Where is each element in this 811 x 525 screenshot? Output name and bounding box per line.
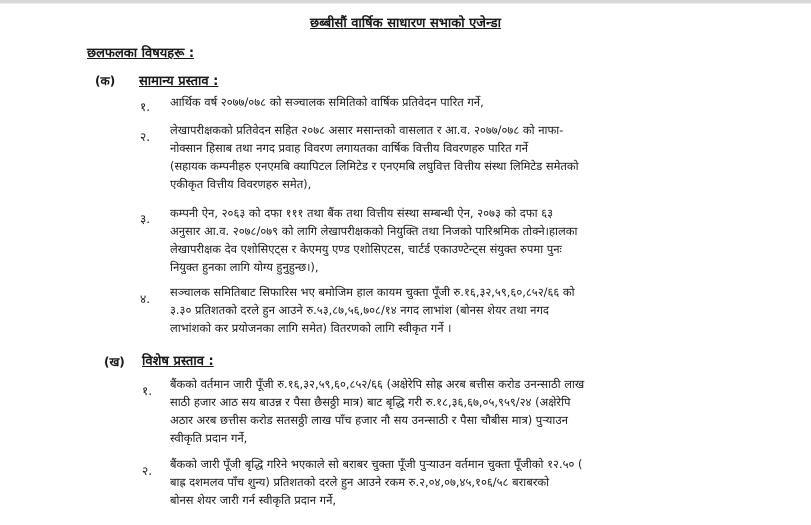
item-a3-line-4: नियुक्त हुनका लागि योग्य हुनुहुन्छ।), (170, 260, 319, 274)
item-a4-number: ४. (140, 292, 151, 306)
item-b1-line-2: साठी हजार आठ सय बाउन्न र पैसा छैसठ्ठी मात्र) बाट बृद्धि गरी रु.१८,३६,६७,०५,९५९/२४ (अक्षेरेपि (170, 395, 571, 409)
item-b2-line-1: बैंकको जारी पूँजी बृद्धि गरिने भएकाले सो बराबर चुक्ता पूँजी पुऱ्याउन वर्तमान चुक्ता पूँजीको १२.५० ( (170, 457, 583, 471)
item-a3-line-1: कम्पनी ऐन, २०६३ को दफा १११ तथा बैंक तथा वित्तीय संस्था सम्बन्धी ऐन, २०७३ को दफा ६३ (170, 206, 554, 220)
top-border-shadow (0, 3, 811, 4)
item-b2-number: २. (142, 464, 153, 478)
item-b1-line-4: स्वीकृति प्रदान गर्ने, (170, 431, 248, 445)
document-title: छब्बीसौं वार्षिक साधारण सभाको एजेन्डा (310, 16, 501, 31)
item-a2-line-4: एकीकृत वित्तीय विवरणहरु समेत), (170, 177, 312, 191)
item-a3-number: ३. (140, 212, 151, 226)
item-a3-line-2: अनुसार आ.व. २०७८/०७९ को लागि लेखापरीक्षकको नियुक्ति तथा निजको पारिश्रमिक तोक्ने।हालका (170, 224, 578, 238)
section-a-title: सामान्य प्रस्ताव : (139, 74, 219, 89)
section-a-label: (क) (95, 74, 116, 88)
item-a3-line-3: लेखापरीक्षक देव एशोसिएट्स र केएमयु एण्ड एशोसिएटस, चार्टर्ड एकाउण्टेन्ट्स संयुक्त रुपमा पुनः (170, 242, 562, 256)
item-b2-line-3: बोनस शेयर जारी गर्न स्वीकृति प्रदान गर्ने, (170, 493, 337, 507)
item-a1-number: १. (140, 100, 151, 114)
section-b-title: विशेष प्रस्ताव : (142, 354, 214, 369)
item-a4-line-1: सञ्चालक समितिबाट सिफारिस भए बमोजिम हाल कायम चुक्ता पूँजी रु.१६,३२,५९,६०,८५२/६६ को (170, 285, 575, 299)
item-a1-line-1: आर्थिक वर्ष २०७७/०७८ को सञ्चालक समितिको वार्षिक प्रतिवेदन पारित गर्ने, (170, 95, 484, 109)
discussion-heading: छलफलका विषयहरू : (87, 46, 195, 61)
item-a2-line-3: (सहायक कम्पनीहरु एनएमबि क्यापिटल लिमिटेड र एनएमबि लघुवित्त वित्तीय संस्था लिमिटेड समेतको (170, 159, 579, 173)
item-a2-line-1: लेखापरीक्षकको प्रतिवेदन सहित २०७८ असार मसान्तको वासलात र आ.व. २०७७/०७८ को नाफा- (170, 123, 564, 137)
item-a2-number: २. (140, 130, 151, 144)
item-b1-line-3: अठार अरब छत्तीस करोड सतसठ्ठी लाख पाँच हजार नौ सय उनन्साठी र पैसा चौबीस मात्र) पुऱ्याउन (170, 413, 568, 427)
section-b-label: (ख) (104, 355, 125, 369)
item-a2-line-2: नोक्सान हिसाब तथा नगद प्रवाह विवरण लगायतका वार्षिक वित्तीय विवरणहरु पारित गर्ने (170, 141, 528, 155)
item-a4-line-2: ३.३० प्रतिशतको दरले हुन आउने रु.५३,८७,५६,७०८/१४ नगद लाभांश (बोनस शेयर तथा नगद (170, 303, 549, 317)
item-b2-line-2: बाह्र दशमलव पाँच शुन्य) प्रतिशतको दरले हुन आउने रकम रु.२,०४,०७,४५,१०६/५८ बराबरको (170, 475, 550, 489)
item-b1-line-1: बैंकको वर्तमान जारी पूँजी रु.१६,३२,५९,६०,८५२/६६ (अक्षेरेपि सोह्र अरब बत्तीस करोड उनन्साठी लाख (170, 377, 585, 391)
item-b1-number: १. (142, 384, 153, 398)
item-a4-line-3: लाभांशको कर प्रयोजनका लागि समेत) वितरणको लागि स्वीकृत गर्ने । (170, 321, 452, 335)
